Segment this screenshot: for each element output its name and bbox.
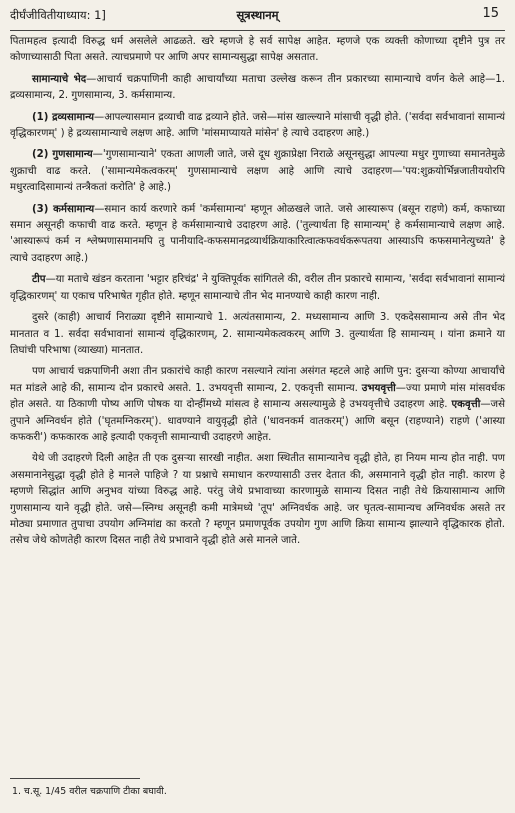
paragraph-2-text: —आचार्य चक्रपाणिनी काही आचार्यांच्या मताचा उल्लेख करून तीन प्रकारच्या सामान्याचे वर्णन केले आहे—1. द्रव्यसामान्य, 2. गुणसामान्य, 3. कर्मसामान्य. [10,73,505,102]
body-text [10,34,505,550]
section-title: सूत्रस्थानम् [236,8,279,22]
paragraph-8-text-b: —ज्या प्रमाणे मांस मांसवर्धक होत असते. या ठिकाणी पोष्य आणि पोषक या दोन्हींमध्ये मांसत्व हे सामान्य असल्यामुळे हे उभयवृत्तीचे उदाहरण आहे. [10,382,505,411]
paragraph-5 [10,202,505,268]
paragraph-4 [10,147,505,196]
paragraph-6 [10,272,505,305]
footnote-rule [10,778,140,779]
paragraph-8-text-c: —जसे तुपाने अग्निवर्धन होते ('घृतमग्निकरम्'). धावण्याने वायुवृद्धी होते ('धावनकर्म वातकरम्') आणि बसून (राहण्याने) राहणे ('आस्या कफकरी') कफकारक आहे इत्यादी एकवृत्ती सामान्याची उदाहरणे आहेत. [10,399,505,443]
paragraph-7: दुसरे (काही) आचार्य निराळ्या दृष्टीने सामान्याचे 1. अत्यंतसामान्य, 2. मध्यसामान्य आणि 3. एकदेससामान्य असे तीन भेद मानतात व 1. सर्वदा सर्वभावानां सामान्यं वृद्धिकारणम्, 2. सामान्यमेकत्वकरम् आणि 3. तुल्यार्थता हि सामान्यम् । यांना क्रमाने या तिघांची परिभाषा (व्याख्या) मानतात. [10,312,505,356]
heading-note: टीप [32,274,46,286]
paragraph-2 [10,72,505,105]
heading-guna: (2) गुणसामान्य [32,149,93,161]
heading-dravya: (1) द्रव्यसामान्य [32,111,95,123]
paragraph-8-text-a: पण आचार्य चक्रपाणिनी अशा तीन प्रकारांचे काही कारण नसल्याने त्यांना असंगत म्हटले आहे आणि पुन: दुसऱ्या कोण्या आचार्यांचे मत मांडले आहे की, सामान्य दोन प्रकारचे असते. 1. उभयवृत्ती सामान्य, 2. एकवृत्ती सामान्य. [10,366,505,394]
heading-ekavritti: एकवृत्ती [451,399,481,411]
paragraph-6-text: —या मताचे खंडन करताना 'भट्टार हरिचंद्र' ने युक्तिपूर्वक सांगितले की, वरील तीन प्रकारचे सामान्य, 'सर्वदा सर्वभावानां सामान्यं वृद्धिकारणम्' या एकाच परिभाषेत गृहीत होते. म्हणून सामान्याचे तीन भेद मानण्याचे काही कारण नाही. [10,274,505,302]
chapter-title: दीर्घंजीवितीयाध्याय: 1] [10,8,106,22]
heading-types: सामान्याचे भेद [32,73,87,85]
running-header [10,6,505,26]
header-rule [10,30,505,31]
paragraph-5-text: —समान कार्य करणारे कर्म 'कर्मसामान्य' म्हणून ओळखले जाते. जसे आस्यारूप (बसून राहणे) कर्म, कफाच्या समान असूनही कफाची वाढ करते. म्हणून हे कर्मसामान्याचे उदाहरण आहे. ('तुल्यार्थता हि सामान्यम्' हे कर्मसामान्याचे लक्षण आहे. 'आस्यारूपं कर्म न श्लेष्मणासमानमपि तु पानीयादि-कफसमानद्रव्यार्थक्रियाकारित्वात्कफवर्धकरूपतया आस्याऽपि कफसमानेत्युच्यते' हे त्याचे उदाहरण आहे.) [10,203,505,264]
paragraph-4-text: —'गुणसामान्याने' एकता आणली जाते, जसे दूध शुक्राप्रेक्षा निराळे असूनसुद्धा आपल्या मधुर गुणाच्या समानतेमुळे शुक्राची वाढ करते. ('सामान्यमेकत्वकरम्' गुणसामान्याचे लक्षण आहे आणि त्याचे उदाहरण—'पय:शुक्रयोर्भिन्नजातीययोरपि मधुरत्वादिसामान्यं तन्त्रैकतां करोति' हे आहे.) [10,149,505,194]
paragraph-3 [10,110,505,143]
heading-ubhayavritti: उभयवृत्ती [361,382,396,394]
paragraph-3-text: —आपल्यासमान द्रव्याची वाढ द्रव्याने होते. जसे—मांस खाल्ल्याने मांसाची वृद्धी होते. ('सर्वदा सर्वभावानां सामान्यं वृद्धिकारणम्' ) हे द्रव्यसामान्याचे लक्षण आहे. आणि 'मांसमाप्यायते मांसेन' हे त्याचे उदाहरण आहे.) [10,111,505,140]
page-number: 15 [482,6,499,21]
paragraph-8 [10,364,505,446]
footnote: 1. च.सू. 1/45 वरील चक्रपाणि टीका बघावी. [12,786,167,797]
heading-karma: (3) कर्मसामान्य [32,203,95,215]
paragraph-1: पितामहत्व इत्यादी विरुद्ध धर्म असलेले आढळते. खरे म्हणजे हे सर्व सापेक्ष आहेत. म्हणजे एक व्यक्ती कोणाच्या दृष्टीने पुत्र तर कोणाच्यासाठी पिता असते. त्याचप्रमाणे पर आणि अपर सामान्यसुद्धा सापेक्ष असतात. [10,36,505,64]
paragraph-9: येथे जी उदाहरणे दिली आहेत ती एक दुसऱ्या सारखी नाहीत. अशा स्थितीत सामान्यानेच वृद्धी होते, हा नियम मान्य होत नाही. पण असमानानेसुद्धा वृद्धी होते हे मानले पाहिजे ? या प्रश्नाचे समाधान करण्यासाठी उत्तर देतात की, असमानाने वृद्धी होत नाही. कारण हे म्हणणे सिद्धांत आणि अनुभव यांच्या विरुद्ध आहे. परंतु जेथे प्रभावाच्या कारणामुळे सामान्य दिसत नाही तेथे क्रियासामान्य आणि गुणसामान्य याने वृद्धी होते. जसे—स्निग्ध असूनही कमी मात्रेमध्ये 'तूप' अग्निवर्धक आहे. जर घृतत्व-सामान्यच अग्निवर्धक असते तर मोठ्या प्रमाणात तुपाचा उपयोग अग्निमांद्य का करतो ? म्हणून प्रमाणपूर्वक उपयोग गुण आणि क्रिया सामान्य झाल्याने वृद्धिकारक होतो. तसेच जेथे कोणतेही कारण दिसत नाही तेथे प्रभावाने वृद्धी होते असे मानले जाते. [10,453,505,547]
